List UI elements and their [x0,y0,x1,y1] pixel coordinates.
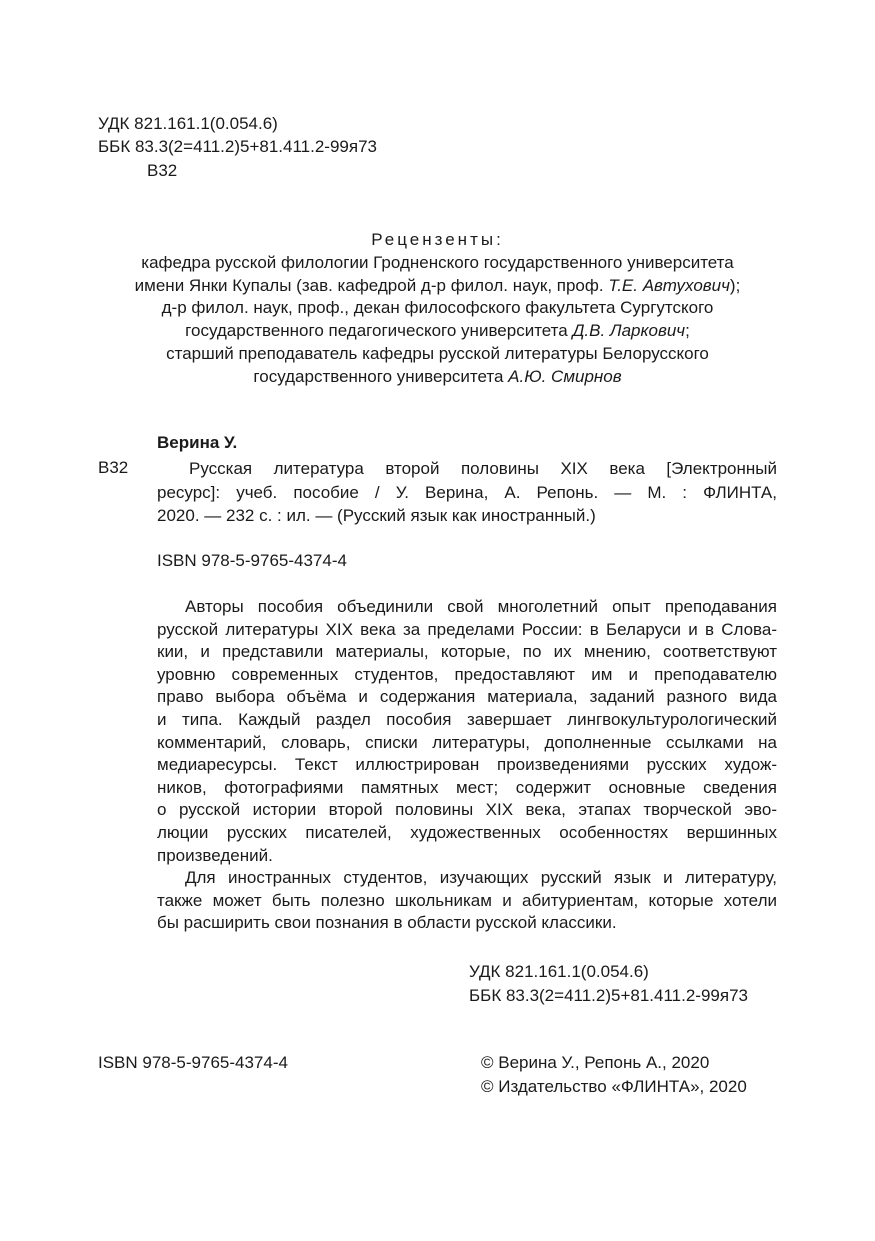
reviewer-name: Д.В. Ларкович [572,321,686,341]
book-isbn: ISBN 978-5-9765-4374-4 [157,551,347,570]
reviewers-line: старший преподаватель кафедры русской литературы Белорусского [166,343,709,363]
book-desc-line: ресурс]: учеб. пособие / У. Верина, А. Репонь. — М. : ФЛИНТА, [157,482,777,502]
header-bbk: ББК 83.3(2=411.2)5+81.411.2-99я73 [98,137,377,156]
reviewers-heading: Рецензенты: [371,230,504,249]
abstract-line: комментарий, словарь, списки литературы, дополненные ссылками на [157,732,777,752]
header-udk: УДК 821.161.1(0.054.6) [98,114,278,133]
classification-bbk: ББК 83.3(2=411.2)5+81.411.2-99я73 [469,986,748,1005]
abstract-line: медиаресурсы. Текст иллюстрирован произведениями русских худож- [157,755,777,775]
abstract-line: Для иностранных студентов, изучающих русский язык и литературу, [185,868,777,888]
classification-udk: УДК 821.161.1(0.054.6) [469,962,649,981]
abstract-line: и типа. Каждый раздел пособия завершает лингвокультурологический [157,709,777,729]
abstract-line: право выбора объёма и содержания материала, заданий разного вида [157,687,777,707]
reviewer-name: А.Ю. Смирнов [508,366,622,386]
footer-isbn: ISBN 978-5-9765-4374-4 [98,1053,288,1072]
abstract-line: также может быть полезно школьникам и абитуриентам, которые хотели [157,890,777,910]
reviewers-line: государственного педагогического университета Д.В. Ларкович; [185,321,690,341]
book-desc-line: 2020. — 232 с. : ил. — (Русский язык как иностранный.) [157,506,596,525]
reviewers-line: государственного университета А.Ю. Смирнов [253,366,622,386]
abstract-line: ников, фотографиями памятных мест; содержит основные сведения [157,777,777,797]
abstract-line: о русской истории второй половины XIX века, этапах творческой эво- [157,800,777,820]
abstract [157,596,777,935]
abstract-line: произведений. [157,845,273,865]
reviewers-block [60,229,815,389]
book-desc-line: Русская литература второй половины XIX века [Электронный [189,459,777,478]
reviewers-line: кафедра русской филологии Гродненского государственного университета [141,252,734,272]
copyright-publisher: © Издательство «ФЛИНТА», 2020 [481,1077,747,1096]
abstract-line: уровню современных студентов, предоставляют им и преподавателю [157,664,777,684]
abstract-line: кии, и представили материалы, которые, по их мнению, соответствуют [157,642,777,662]
book-author: Верина У. [157,433,238,452]
reviewers-line: д-р филол. наук, проф., декан философского факультета Сургутского [161,298,714,318]
reviewer-name: Т.Е. Автухович [608,275,730,295]
abstract-line: Авторы пособия объединили свой многолетний опыт преподавания [185,597,777,616]
abstract-line: русской литературы XIX века за пределами России: в Беларуси и в Слова- [157,619,777,639]
copyright-authors: © Верина У., Репонь А., 2020 [481,1053,710,1072]
reviewers-line: имени Янки Купалы (зав. кафедрой д-р филол. наук, проф. Т.Е. Автухович); [134,275,741,295]
book-description [157,457,777,528]
book-author-code: В32 [98,458,129,477]
abstract-line: бы расширить свои познания в области русской классики. [157,913,617,933]
header-author-code: В32 [147,161,178,180]
abstract-line: люции русских писателей, художественных особенностях вершинных [157,822,777,842]
